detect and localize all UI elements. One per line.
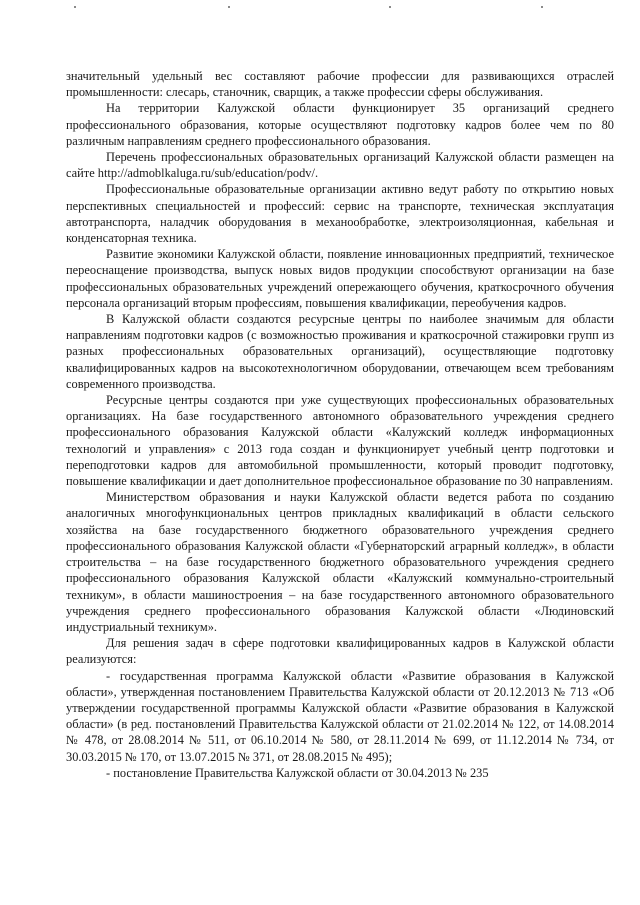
scan-dot bbox=[228, 6, 230, 8]
scan-dot bbox=[541, 6, 543, 8]
paragraph-ministry-work: Министерством образования и науки Калужской области ведется работа по созданию аналогичных многофункциональных центров прикладных квалификаций в области сельского хозяйства на базе государственного бюджетного образовательного учреждения среднего профессионального образования Калужской области «Губернаторский аграрный колледж», в области строительства – на базе государственного бюджетного образовательного учреждения среднего профессионального образования Калужской области «Калужский коммунально-строительный техникум», в области машиностроения – на базе государственного автономного образовательного учреждения среднего профессионального образования Калужской области «Людиновский индустриальный техникум». bbox=[66, 490, 614, 634]
paragraph-economy-development: Развитие экономики Калужской области, появление инновационных предприятий, техническое переоснащение производства, выпуск новых видов продукции способствуют организации на базе профессиональных образовательных учреждений опережающего обучения, краткосрочного обучения персонала организаций вторым профессиям, повышения квалификации, переобучения кадров. bbox=[66, 247, 614, 310]
paragraph-new-specialties: Профессиональные образовательные организации активно ведут работу по открытию новых перспективных специальностей и профессий: сервис на транспорте, техническая эксплуатация автотранспорта, наладчик оборудования в механообработке, электроизоляционная, кабельная и конденсаторная техника. bbox=[66, 182, 614, 246]
document-page bbox=[66, 68, 614, 781]
list-item-state-program: - государственная программа Калужской области «Развитие образования в Калужской области», утвержденная постановлением Правительства Калужской области от 20.12.2013 № 713 «Об утверждении государственной программы Калужской области «Развитие образования в Калужской области» (в ред. постановлений Правительства Калужской области от 21.02.2014 № 122, от 14.08.2014 № 478, от 28.08.2014 № 511, от 06.10.2014 № 580, от 28.11.2014 № 699, от 11.12.2014 № 734, от 30.03.2015 № 170, от 13.07.2015 № 371, от 28.08.2015 № 495); bbox=[66, 668, 614, 764]
paragraph-resource-centers: В Калужской области создаются ресурсные центры по наиболее значимым для области направлениям подготовки кадров (с возможностью проживания и краткосрочной стажировки групп из разных профессиональных образовательных организаций), осуществляющие подготовку квалифицированных кадров на высокотехнологичном оборудовании, отвечающем всем требованиям современного производства. bbox=[66, 312, 614, 391]
paragraph-organizations-list-link: Перечень профессиональных образовательных организаций Калужской области размещен на сайте http://admoblkaluga.ru/sub/education/podv/. bbox=[66, 150, 614, 181]
list-item-government-decree: - постановление Правительства Калужской области от 30.04.2013 № 235 bbox=[106, 765, 489, 780]
paragraph-tasks-intro: Для решения задач в сфере подготовки квалифицированных кадров в Калужской области реализуются: bbox=[66, 636, 614, 667]
paragraph-resource-centers-base: Ресурсные центры создаются при уже существующих профессиональных образовательных организациях. На базе государственного автономного образовательного учреждения среднего профессионального образования Калужской области «Калужский колледж информационных технологий и управления» с 2013 года создан и функционирует учебный центр подготовки и переподготовки кадров для автомобильной промышленности, который проводит подготовку, повышение квалификации и дает дополнительное профессиональное образование по 30 направлениям. bbox=[66, 393, 614, 489]
scan-dot bbox=[74, 6, 76, 8]
paragraph-organizations-count: На территории Калужской области функционирует 35 организаций среднего профессионального образования, которые осуществляют подготовку кадров более чем по 80 различным направлениям среднего профессионального образования. bbox=[66, 101, 614, 148]
scan-dot bbox=[389, 6, 391, 8]
paragraph-continuation: значительный удельный вес составляют рабочие профессии для развивающихся отраслей промышленности: слесарь, станочник, сварщик, а также профессии сферы обслуживания. bbox=[66, 69, 614, 100]
